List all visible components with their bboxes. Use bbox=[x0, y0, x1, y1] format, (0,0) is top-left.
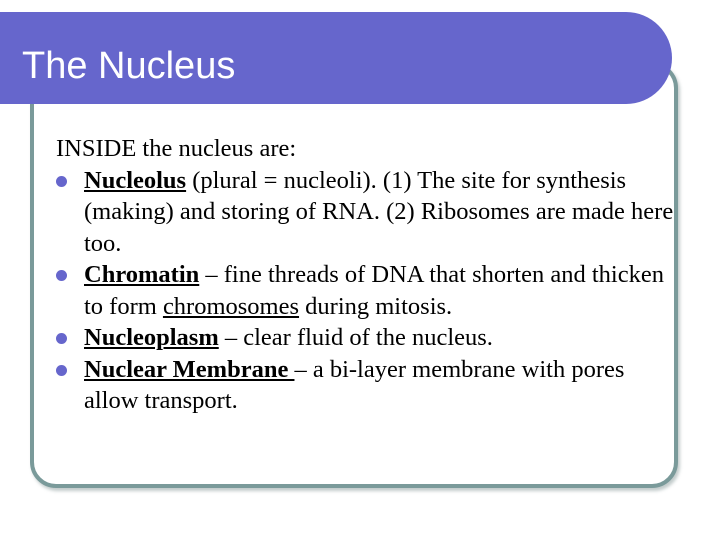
bullet-dot-icon bbox=[56, 365, 67, 376]
bullet-text-chromatin-part2: during mitosis. bbox=[299, 292, 453, 320]
term-chromatin: Chromatin bbox=[84, 261, 200, 288]
bullet-dot-icon bbox=[56, 270, 67, 281]
bullet-item-nucleolus bbox=[56, 165, 676, 260]
chromosomes-underlined: chromosomes bbox=[162, 292, 300, 320]
bullet-text-chromatin-part1: – fine threads of DNA that shorten and thicken to form bbox=[84, 261, 664, 320]
bullet-dot-icon bbox=[56, 176, 67, 187]
bullet-item-nucleoplasm bbox=[56, 322, 676, 354]
term-nuclear-membrane: Nuclear Membrane bbox=[84, 355, 295, 383]
title-bar bbox=[0, 12, 672, 104]
bullet-item-chromatin bbox=[56, 259, 676, 322]
bullet-dot-icon bbox=[56, 333, 67, 344]
intro-text: INSIDE the nucleus are: bbox=[56, 135, 297, 162]
term-nucleolus: Nucleolus bbox=[84, 166, 187, 194]
bullet-item-nuclear-membrane bbox=[56, 354, 676, 417]
bullet-text-nucleolus: (plural = nucleoli). (1) The site for synthesis (making) and storing of RNA. (2) Ribosomes are made here too. bbox=[84, 166, 674, 257]
title-underline bbox=[52, 105, 636, 109]
bullet-list bbox=[56, 165, 676, 417]
term-nucleoplasm: Nucleoplasm bbox=[84, 324, 219, 351]
bullet-text-nucleoplasm: – clear fluid of the nucleus. bbox=[218, 324, 493, 351]
slide-body bbox=[56, 133, 676, 417]
slide-title: The Nucleus bbox=[22, 45, 236, 87]
bullet-text-nuclear-membrane: – a bi-layer membrane with pores allow transport. bbox=[84, 355, 625, 414]
